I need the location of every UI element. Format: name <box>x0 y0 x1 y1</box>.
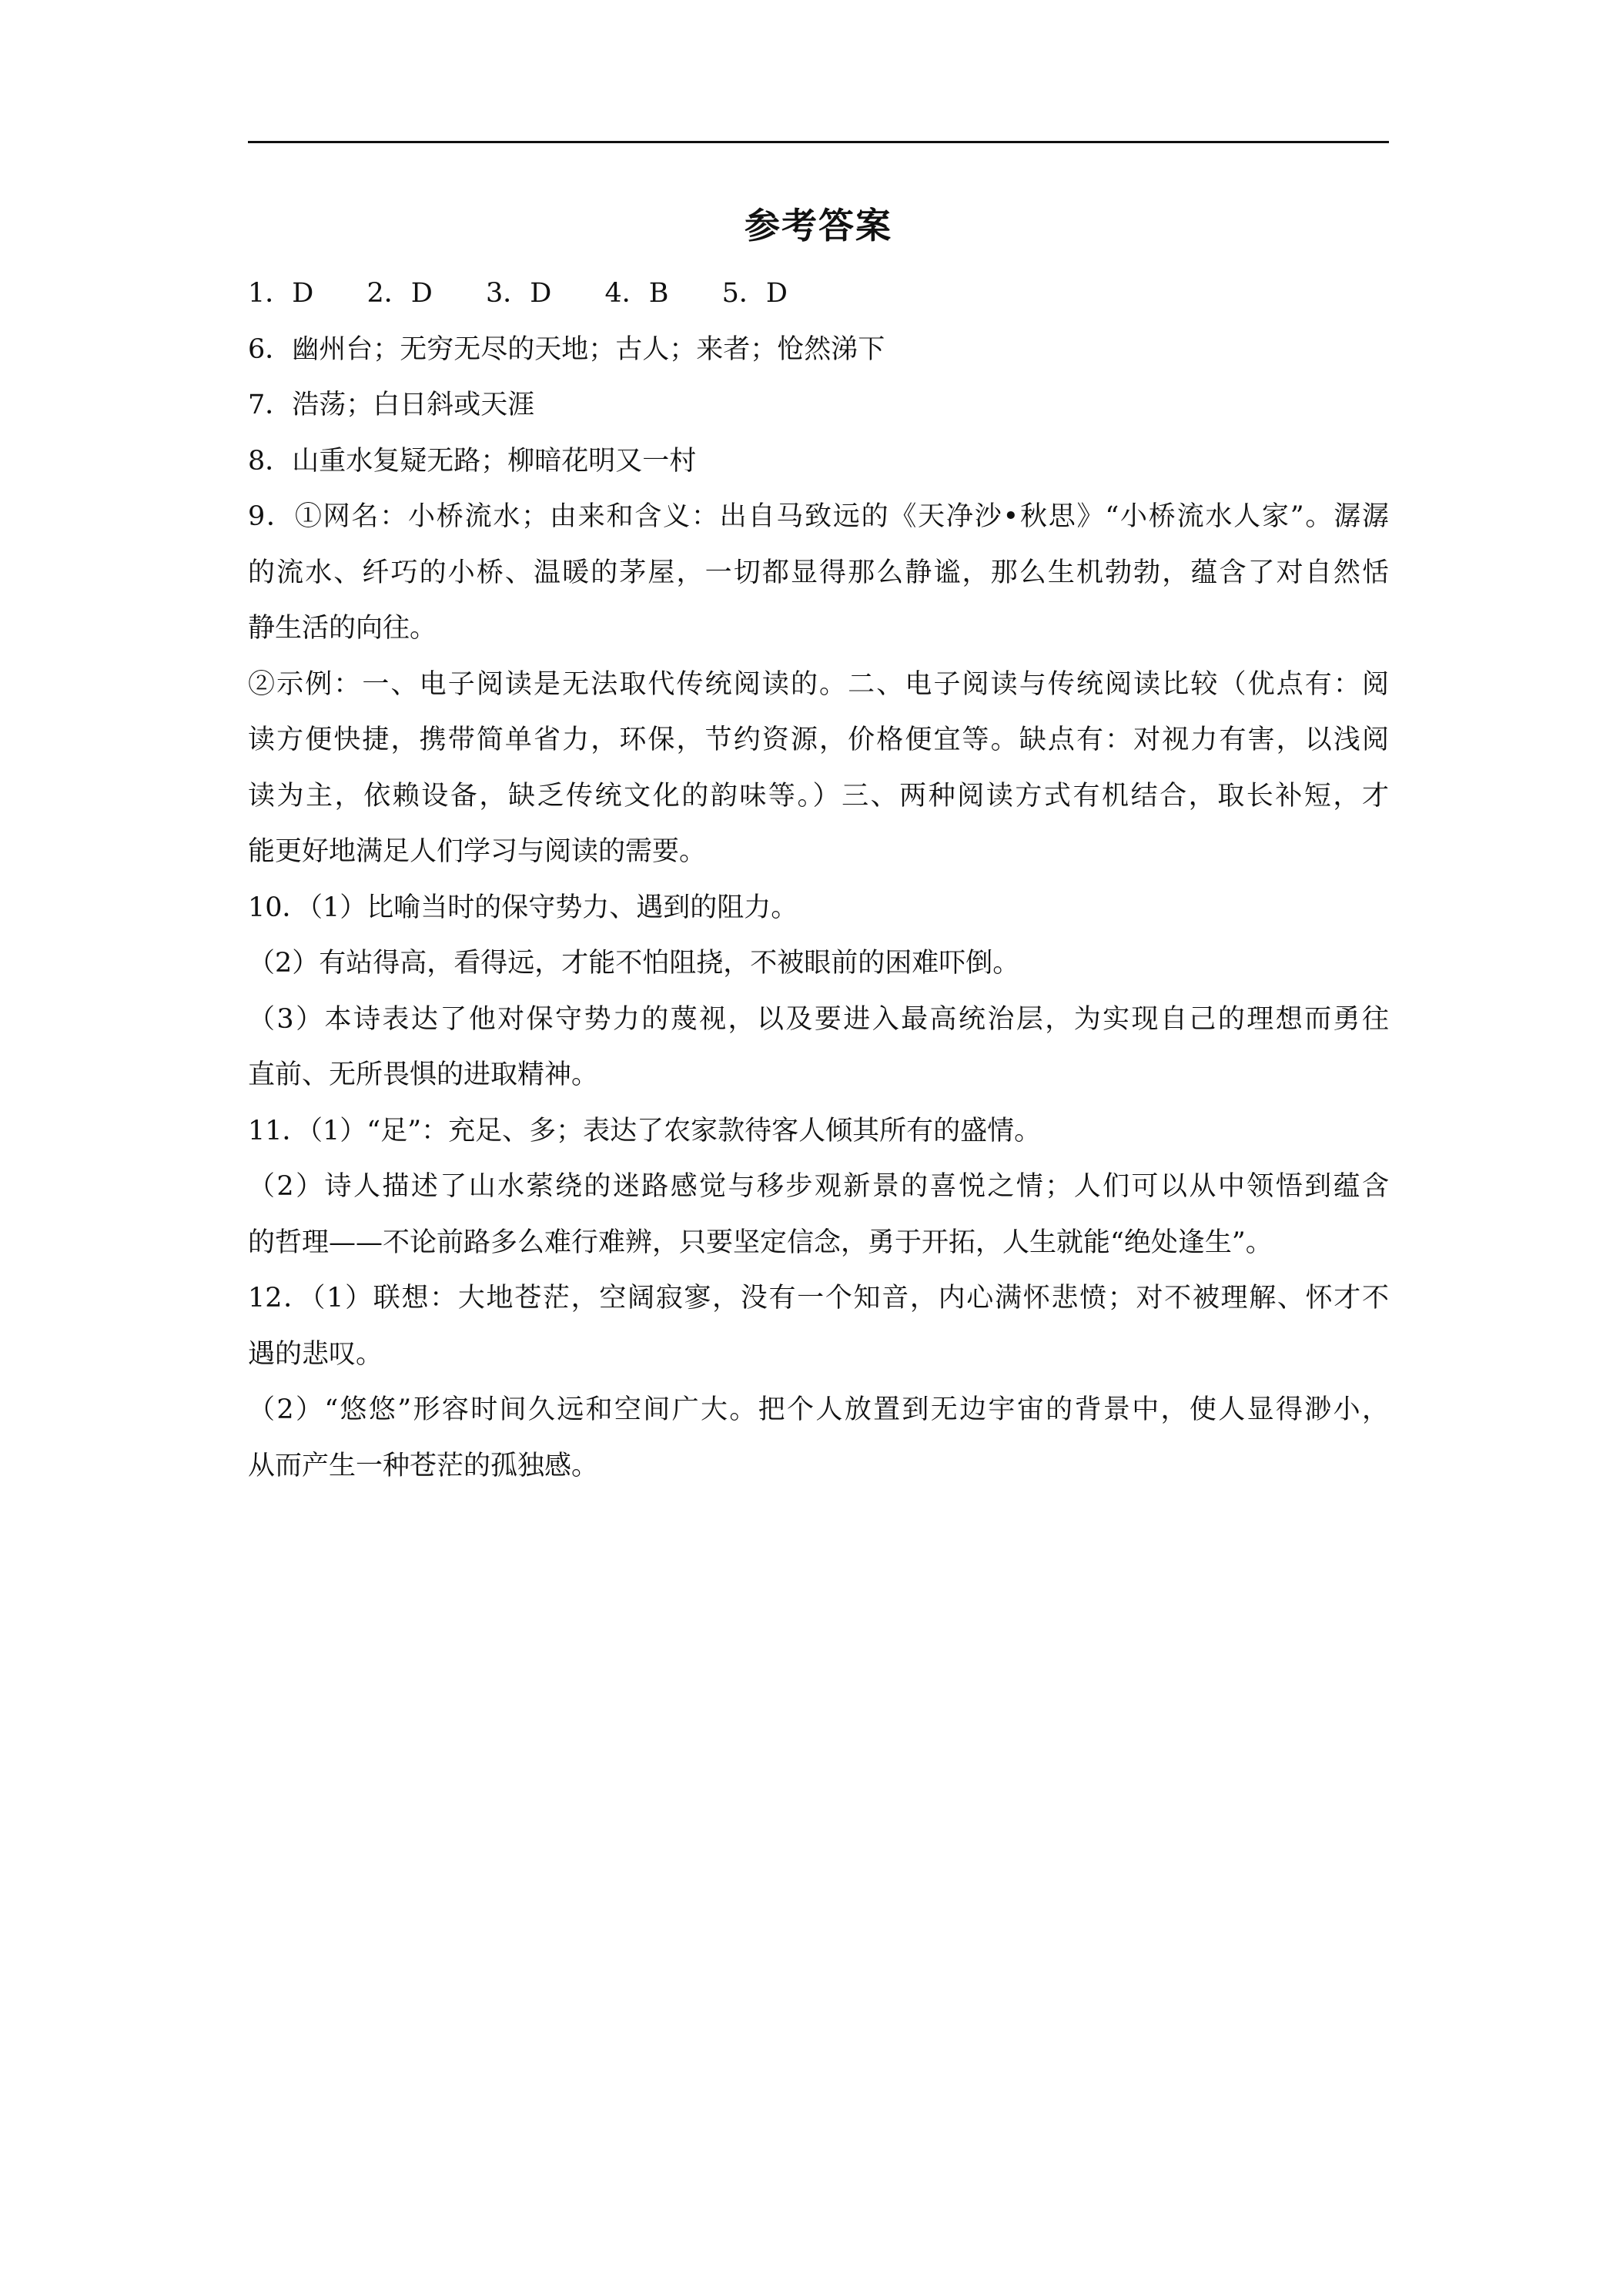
answer-body <box>248 266 1389 1494</box>
answer-12-part-1-line-1: 12．（1）联想：大地苍茫，空阔寂寥，没有一个知音，内心满怀悲愤；对不被理解、怀才不 <box>248 1283 1389 1314</box>
answer-11-part-2-line-1: （2）诗人描述了山水萦绕的迷路感觉与移步观新景的喜悦之情；人们可以从中领悟到蕴含 <box>248 1171 1389 1202</box>
answer-9-line-2: 的流水、纤巧的小桥、温暖的茅屋，一切都显得那么静谧，那么生机勃勃，蕴含了对自然恬 <box>248 557 1389 588</box>
answer-10-part-3-line-1: （3）本诗表达了他对保守势力的蔑视，以及要进入最高统治层，为实现自己的理想而勇往 <box>248 1003 1389 1035</box>
answer-9-example-line-4: 能更好地满足人们学习与阅读的需要。 <box>248 836 707 867</box>
answer-8: 8．山重水复疑无路；柳暗花明又一村 <box>248 445 697 477</box>
answer-12-part-1-line-2: 遇的悲叹。 <box>248 1338 383 1370</box>
answer-11-part-1: 11．（1）“足”：充足、多；表达了农家款待客人倾其所有的盛情。 <box>248 1115 1042 1146</box>
answer-9-example-line-3: 读为主，依赖设备，缺乏传统文化的韵味等。）三、两种阅读方式有机结合，取长补短，才 <box>248 780 1389 812</box>
answer-10-part-3-line-2: 直前、无所畏惧的进取精神。 <box>248 1059 599 1090</box>
answer-10-part-2: （2）有站得高，看得远，才能不怕阻挠，不被眼前的困难吓倒。 <box>248 948 1020 979</box>
answer-12-part-2-line-1: （2）“悠悠”形容时间久远和空间广大。把个人放置到无边宇宙的背景中，使人显得渺小， <box>248 1394 1389 1425</box>
answer-1: 1．D <box>248 278 314 309</box>
header-rule <box>248 141 1389 143</box>
answer-9-line-1: 9．①网名：小桥流水；由来和含义：出自马致远的《天净沙•秋思》“小桥流水人家”。潺潺 <box>248 501 1389 532</box>
answer-11-part-2-line-2: 的哲理——不论前路多么难行难辨，只要坚定信念，勇于开拓，人生就能“绝处逢生”。 <box>248 1227 1273 1258</box>
answer-12-part-2-line-2: 从而产生一种苍茫的孤独感。 <box>248 1450 599 1481</box>
answer-9-example-line-2: 读方便快捷，携带简单省力，环保，节约资源，价格便宜等。缺点有：对视力有害，以浅阅 <box>248 725 1389 755</box>
answer-5: 5．D <box>721 278 788 309</box>
answer-6: 6．幽州台；无穷无尽的天地；古人；来者；怆然涕下 <box>248 333 885 365</box>
answer-9-line-3: 静生活的向往。 <box>248 613 437 644</box>
page-title: 参考答案 <box>745 205 892 246</box>
answer-3: 3．D <box>485 278 552 309</box>
answer-7: 7．浩荡；白日斜或天涯 <box>248 390 535 420</box>
answer-10-part-1: 10．（1）比喻当时的保守势力、遇到的阻力。 <box>248 892 798 923</box>
answer-4: 4．B <box>604 278 669 309</box>
answer-2: 2．D <box>366 278 433 309</box>
multiple-choice-answers <box>248 266 1389 322</box>
answer-9-example-line-1: ②示例：一、电子阅读是无法取代传统阅读的。二、电子阅读与传统阅读比较（优点有：阅 <box>248 668 1389 700</box>
